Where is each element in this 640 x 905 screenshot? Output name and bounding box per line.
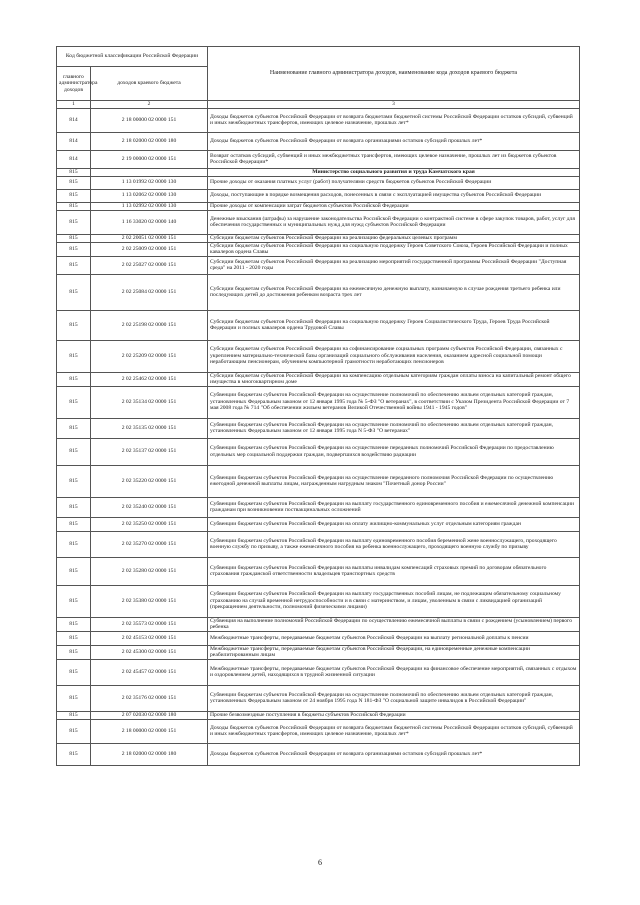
admin-code-cell: 815 <box>57 465 91 497</box>
table-row <box>57 256 580 274</box>
admin-code-cell: 815 <box>57 557 91 585</box>
revenue-code-cell: 2 02 35280 02 0000 151 <box>91 557 208 585</box>
table-row <box>57 645 580 659</box>
header-name-cell: Наименование главного администратора доходов, наименование кода доходов краевого бюджета <box>208 47 580 101</box>
revenue-code-cell: 2 02 35380 02 0000 151 <box>91 585 208 617</box>
admin-code-cell: 814 <box>57 132 91 150</box>
revenue-code-cell: 2 18 00000 02 0000 151 <box>91 719 208 743</box>
revenue-name-cell: Субвенции бюджетам субъектов Российской Федерации на осуществление полномочий по обеспечению жильем отдельных категорий граждан, установленных Федеральным законом от 12 января 1995 года № 5-ФЗ "О ветеранах", в соответствии с Указом Президента Российской Федерации от 7 мая 2008 года № 714 "Об обеспечении жильем ветеранов Великой Отечественной войны 1941 - 1945 годов" <box>208 386 580 418</box>
admin-code-cell: 815 <box>57 517 91 531</box>
table-row <box>57 340 580 372</box>
table-row <box>57 202 580 210</box>
admin-code-cell: 815 <box>57 202 91 210</box>
revenue-code-cell: 2 02 25198 02 0000 151 <box>91 310 208 340</box>
revenue-code-cell: 2 02 45153 02 0000 151 <box>91 631 208 645</box>
admin-code-cell: 815 <box>57 210 91 234</box>
revenue-name-cell: Субвенции бюджетам субъектов Российской Федерации на выплаты инвалидам компенсаций страховых премий по договорам обязательного страхования гражданской ответственности владельцев транспортных средств <box>208 557 580 585</box>
admin-code-cell: 815 <box>57 438 91 465</box>
admin-code-cell: 815 <box>57 631 91 645</box>
admin-code-cell: 815 <box>57 372 91 386</box>
table-row <box>57 386 580 418</box>
admin-code-cell: 815 <box>57 659 91 685</box>
admin-code-cell: 815 <box>57 617 91 631</box>
revenue-code-cell: 2 02 35137 02 0000 151 <box>91 438 208 465</box>
revenue-name-cell: Прочие безвозмездные поступления в бюджеты субъектов Российской Федерации <box>208 711 580 719</box>
revenue-name-cell: Денежные взыскания (штрафы) за нарушение законодательства Российской Федерации о контрактной системе в сфере закупок товаров, работ, услуг для обеспечения государственных и муниципальных нужд для нужд субъектов Российской Федерации <box>208 210 580 234</box>
revenue-name-cell: Субвенции бюджетам субъектов Российской Федерации на осуществление полномочий по обеспечению жильем отдельных категорий граждан, установленных Федеральным законом от 24 ноября 1995 года N 181-ФЗ "О социальной защите инвалидов в Российской Федерации" <box>208 685 580 711</box>
admin-code-cell: 815 <box>57 711 91 719</box>
table-row <box>57 531 580 557</box>
admin-code-cell: 815 <box>57 189 91 202</box>
admin-code-cell: 815 <box>57 340 91 372</box>
table-row <box>57 310 580 340</box>
admin-code-cell: 815 <box>57 176 91 189</box>
revenue-code-cell: 2 02 25462 02 0000 151 <box>91 372 208 386</box>
revenue-name-cell: Субвенции бюджетам субъектов Российской Федерации на выплату государственных пособий лицам, не подлежащим обязательному социальному страхованию на случай временной нетрудоспособности и в связи с материнством, и лицам, уволенным в связи с ликвидацией организаций (прекращением деятельности, полномочий физическими лицами) <box>208 585 580 617</box>
admin-code-cell: 815 <box>57 418 91 438</box>
table-row <box>57 438 580 465</box>
admin-code-cell: 815 <box>57 743 91 765</box>
revenue-code-cell: 2 18 00000 02 0000 151 <box>91 108 208 132</box>
revenue-code-cell <box>91 168 208 176</box>
admin-code-cell: 815 <box>57 168 91 176</box>
revenue-name-cell: Прочие доходы от компенсации затрат бюджетов субъектов Российской Федерации <box>208 202 580 210</box>
admin-code-cell: 815 <box>57 242 91 256</box>
revenue-code-cell: 2 02 25209 02 0000 151 <box>91 340 208 372</box>
table-row <box>57 631 580 645</box>
table-row <box>57 274 580 310</box>
revenue-name-cell: Межбюджетные трансферты, передаваемые бюджетам субъектов Российской Федерации на выплату региональной доплаты к пенсии <box>208 631 580 645</box>
revenue-code-cell: 2 02 25009 02 0000 151 <box>91 242 208 256</box>
revenue-code-cell: 1 16 33020 02 0000 140 <box>91 210 208 234</box>
revenue-code-cell: 2 02 35135 02 0000 151 <box>91 418 208 438</box>
revenue-name-cell: Субсидии бюджетам субъектов Российской Федерации на реализацию федеральных целевых программ <box>208 234 580 242</box>
admin-code-cell: 815 <box>57 497 91 517</box>
admin-code-cell: 815 <box>57 310 91 340</box>
revenue-name-cell: Субсидии бюджетам субъектов Российской Федерации на социальную поддержку Героев Советского Союза, Героев Российской Федерации и полных кавалеров ордена Славы <box>208 242 580 256</box>
table-row <box>57 617 580 631</box>
admin-code-cell: 815 <box>57 234 91 242</box>
revenue-name-cell: Субвенции бюджетам субъектов Российской Федерации на выплату единовременного пособия беременной жене военнослужащего, проходящего военную службу по призыву, а также ежемесячного пособия на ребенка военнослужащего, проходящего военную службу по призыву <box>208 531 580 557</box>
page-number: 6 <box>318 858 322 867</box>
table-row <box>57 743 580 765</box>
revenue-code-cell: 2 02 35250 02 0000 151 <box>91 517 208 531</box>
admin-code-cell: 814 <box>57 150 91 168</box>
revenue-code-cell: 2 02 25084 02 0000 151 <box>91 274 208 310</box>
revenue-name-cell: Субвенции бюджетам субъектов Российской Федерации на оплату жилищно-коммунальных услуг отдельным категориям граждан <box>208 517 580 531</box>
revenue-name-cell: Субвенции бюджетам субъектов Российской Федерации на осуществление полномочий по обеспечению жильем отдельных категорий граждан, установленных Федеральным законом от 12 января 1995 года N 5-ФЗ "О ветеранах" <box>208 418 580 438</box>
table-row <box>57 465 580 497</box>
table-row <box>57 585 580 617</box>
revenue-name-cell: Субвенция на выполнение полномочий Российской Федерации по осуществлению ежемесячной выплаты в связи с рождением (усыновлением) первого ребенка <box>208 617 580 631</box>
revenue-code-cell: 2 02 35220 02 0000 151 <box>91 465 208 497</box>
table-row <box>57 719 580 743</box>
revenue-name-cell: Доходы бюджетов субъектов Российской Федерации от возврата бюджетами бюджетной системы Российской Федерации остатков субсидий, субвенций и иных межбюджетных трансфертов, имеющих целевое назначение, прошлых лет* <box>208 719 580 743</box>
header-index-1: 1 <box>57 101 91 109</box>
revenue-name-cell: Межбюджетные трансферты, передаваемые бюджетам субъектов Российской Федерации, на единовременные денежные компенсации реабилитированным лицам <box>208 645 580 659</box>
table-row <box>57 497 580 517</box>
table-row <box>57 132 580 150</box>
admin-code-cell: 814 <box>57 108 91 132</box>
revenue-code-cell: 1 13 02992 02 0000 130 <box>91 202 208 210</box>
revenue-code-cell: 2 02 25027 02 0000 151 <box>91 256 208 274</box>
revenue-code-cell: 2 19 00000 02 0000 151 <box>91 150 208 168</box>
revenue-code-cell: 2 02 45457 02 0000 151 <box>91 659 208 685</box>
header-index-2: 2 <box>91 101 208 109</box>
table-row <box>57 242 580 256</box>
admin-code-cell: 815 <box>57 256 91 274</box>
revenue-code-cell: 2 02 20051 02 0000 151 <box>91 234 208 242</box>
revenue-name-cell: Субсидии бюджетам субъектов Российской Федерации на ежемесячную денежную выплату, назначаемую в случае рождения третьего ребенка или последующих детей до достижения ребенком возраста трех лет <box>208 274 580 310</box>
table-row <box>57 418 580 438</box>
revenue-code-cell: 2 18 02000 02 0000 180 <box>91 132 208 150</box>
revenue-code-cell: 1 13 02062 02 0000 130 <box>91 189 208 202</box>
table-row <box>57 234 580 242</box>
table-row <box>57 189 580 202</box>
revenue-name-cell: Доходы бюджетов субъектов Российской Федерации от возврата бюджетами бюджетной системы Российской Федерации остатков субсидий, субвенций и иных межбюджетных трансфертов, имеющих целевое назначение, прошлых лет* <box>208 108 580 132</box>
table-row <box>57 685 580 711</box>
revenue-name-cell: Субсидии бюджетам субъектов Российской Федерации на социальную поддержку Героев Социалистического Труда, Героев Труда Российской Федерации и полных кавалеров ордена Трудовой Славы <box>208 310 580 340</box>
header-row-group <box>57 47 580 67</box>
revenue-code-cell: 2 18 02000 02 0000 180 <box>91 743 208 765</box>
header-index-row <box>57 101 580 109</box>
table-row <box>57 176 580 189</box>
header-admin-cell: главного администратора доходов <box>57 67 91 101</box>
table-body <box>57 47 580 766</box>
admin-code-cell: 815 <box>57 274 91 310</box>
header-group-cell: Код бюджетной классификации Российской Федерации <box>57 47 208 67</box>
table-row <box>57 659 580 685</box>
revenue-name-cell: Доходы, поступающие в порядке возмещения расходов, понесенных в связи с эксплуатацией имущества субъектов Российской Федерации <box>208 189 580 202</box>
admin-code-cell: 815 <box>57 386 91 418</box>
table-row <box>57 210 580 234</box>
revenue-code-cell: 1 13 01992 02 0000 130 <box>91 176 208 189</box>
revenue-name-cell: Субвенции бюджетам субъектов Российской Федерации на осуществление переданного полномочия Российской Федерации по осуществлению ежегодной денежной выплаты лицам, награжденным нагрудным знаком "Почетный донор России" <box>208 465 580 497</box>
header-index-3: 3 <box>208 101 580 109</box>
table-row <box>57 372 580 386</box>
table-row <box>57 711 580 719</box>
table-row <box>57 517 580 531</box>
revenue-name-cell: Субсидии бюджетам субъектов Российской Федерации на компенсацию отдельным категориям граждан оплаты взноса на капитальный ремонт общего имущества в многоквартирном доме <box>208 372 580 386</box>
revenue-name-cell: Доходы бюджетов субъектов Российской Федерации от возврата организациями остатков субсидий прошлых лет* <box>208 132 580 150</box>
table-row <box>57 108 580 132</box>
revenue-code-cell: 2 02 35240 02 0000 151 <box>91 497 208 517</box>
admin-code-cell: 815 <box>57 685 91 711</box>
admin-code-cell: 815 <box>57 531 91 557</box>
revenue-name-cell: Субвенции бюджетам субъектов Российской Федерации на осуществление переданных полномочий Российской Федерации по предоставлению отдельных мер социальной поддержки граждан, подвергшихся воздействию радиации <box>208 438 580 465</box>
revenue-name-cell: Межбюджетные трансферты, передаваемые бюджетам субъектов Российской Федерации на финансовое обеспечение мероприятий, связанных с отдыхом и оздоровлением детей, находящихся в трудной жизненной ситуации <box>208 659 580 685</box>
admin-code-cell: 815 <box>57 719 91 743</box>
revenue-code-cell: 2 02 35176 02 0000 151 <box>91 685 208 711</box>
admin-code-cell: 815 <box>57 585 91 617</box>
budget-codes-table <box>56 46 580 766</box>
revenue-name-cell: Доходы бюджетов субъектов Российской Федерации от возврата организациями остатков субсидий прошлых лет* <box>208 743 580 765</box>
revenue-code-cell: 2 02 35134 02 0000 151 <box>91 386 208 418</box>
table-row <box>57 557 580 585</box>
revenue-name-cell: Субсидии бюджетам субъектов Российской Федерации на софинансирование социальных программ субъектов Российской Федерации, связанных с укреплением материально-технической базы организаций социального обслуживания населения, оказанием адресной социальной помощи неработающим пенсионерам, обучением компьютерной грамотности неработающих пенсионеров <box>208 340 580 372</box>
admin-code-cell: 815 <box>57 645 91 659</box>
header-code-cell: доходов краевого бюджета <box>91 67 208 101</box>
revenue-name-cell: Возврат остатков субсидий, субвенций и иных межбюджетных трансфертов, имеющих целевое назначение, прошлых лет из бюджетов субъектов Российской Федерации* <box>208 150 580 168</box>
revenue-code-cell: 2 07 02030 02 0000 180 <box>91 711 208 719</box>
revenue-code-cell: 2 02 35270 02 0000 151 <box>91 531 208 557</box>
revenue-name-cell: Субсидии бюджетам субъектов Российской Федерации на реализацию мероприятий государственной программы Российской Федерации "Доступная среда" на 2011 - 2020 годы <box>208 256 580 274</box>
ministry-name-cell: Министерство социального развития и труда Камчатского края <box>208 168 580 176</box>
table-row <box>57 168 580 176</box>
revenue-name-cell: Субвенции бюджетам субъектов Российской Федерации на выплату государственного единовременного пособия и ежемесячной денежной компенсации гражданам при возникновении поствакцинальных осложнений <box>208 497 580 517</box>
table-row <box>57 150 580 168</box>
revenue-code-cell: 2 02 45300 02 0000 151 <box>91 645 208 659</box>
revenue-code-cell: 2 02 35573 02 0000 151 <box>91 617 208 631</box>
revenue-name-cell: Прочие доходы от оказания платных услуг (работ) получателями средств бюджетов субъектов Российской Федерации <box>208 176 580 189</box>
